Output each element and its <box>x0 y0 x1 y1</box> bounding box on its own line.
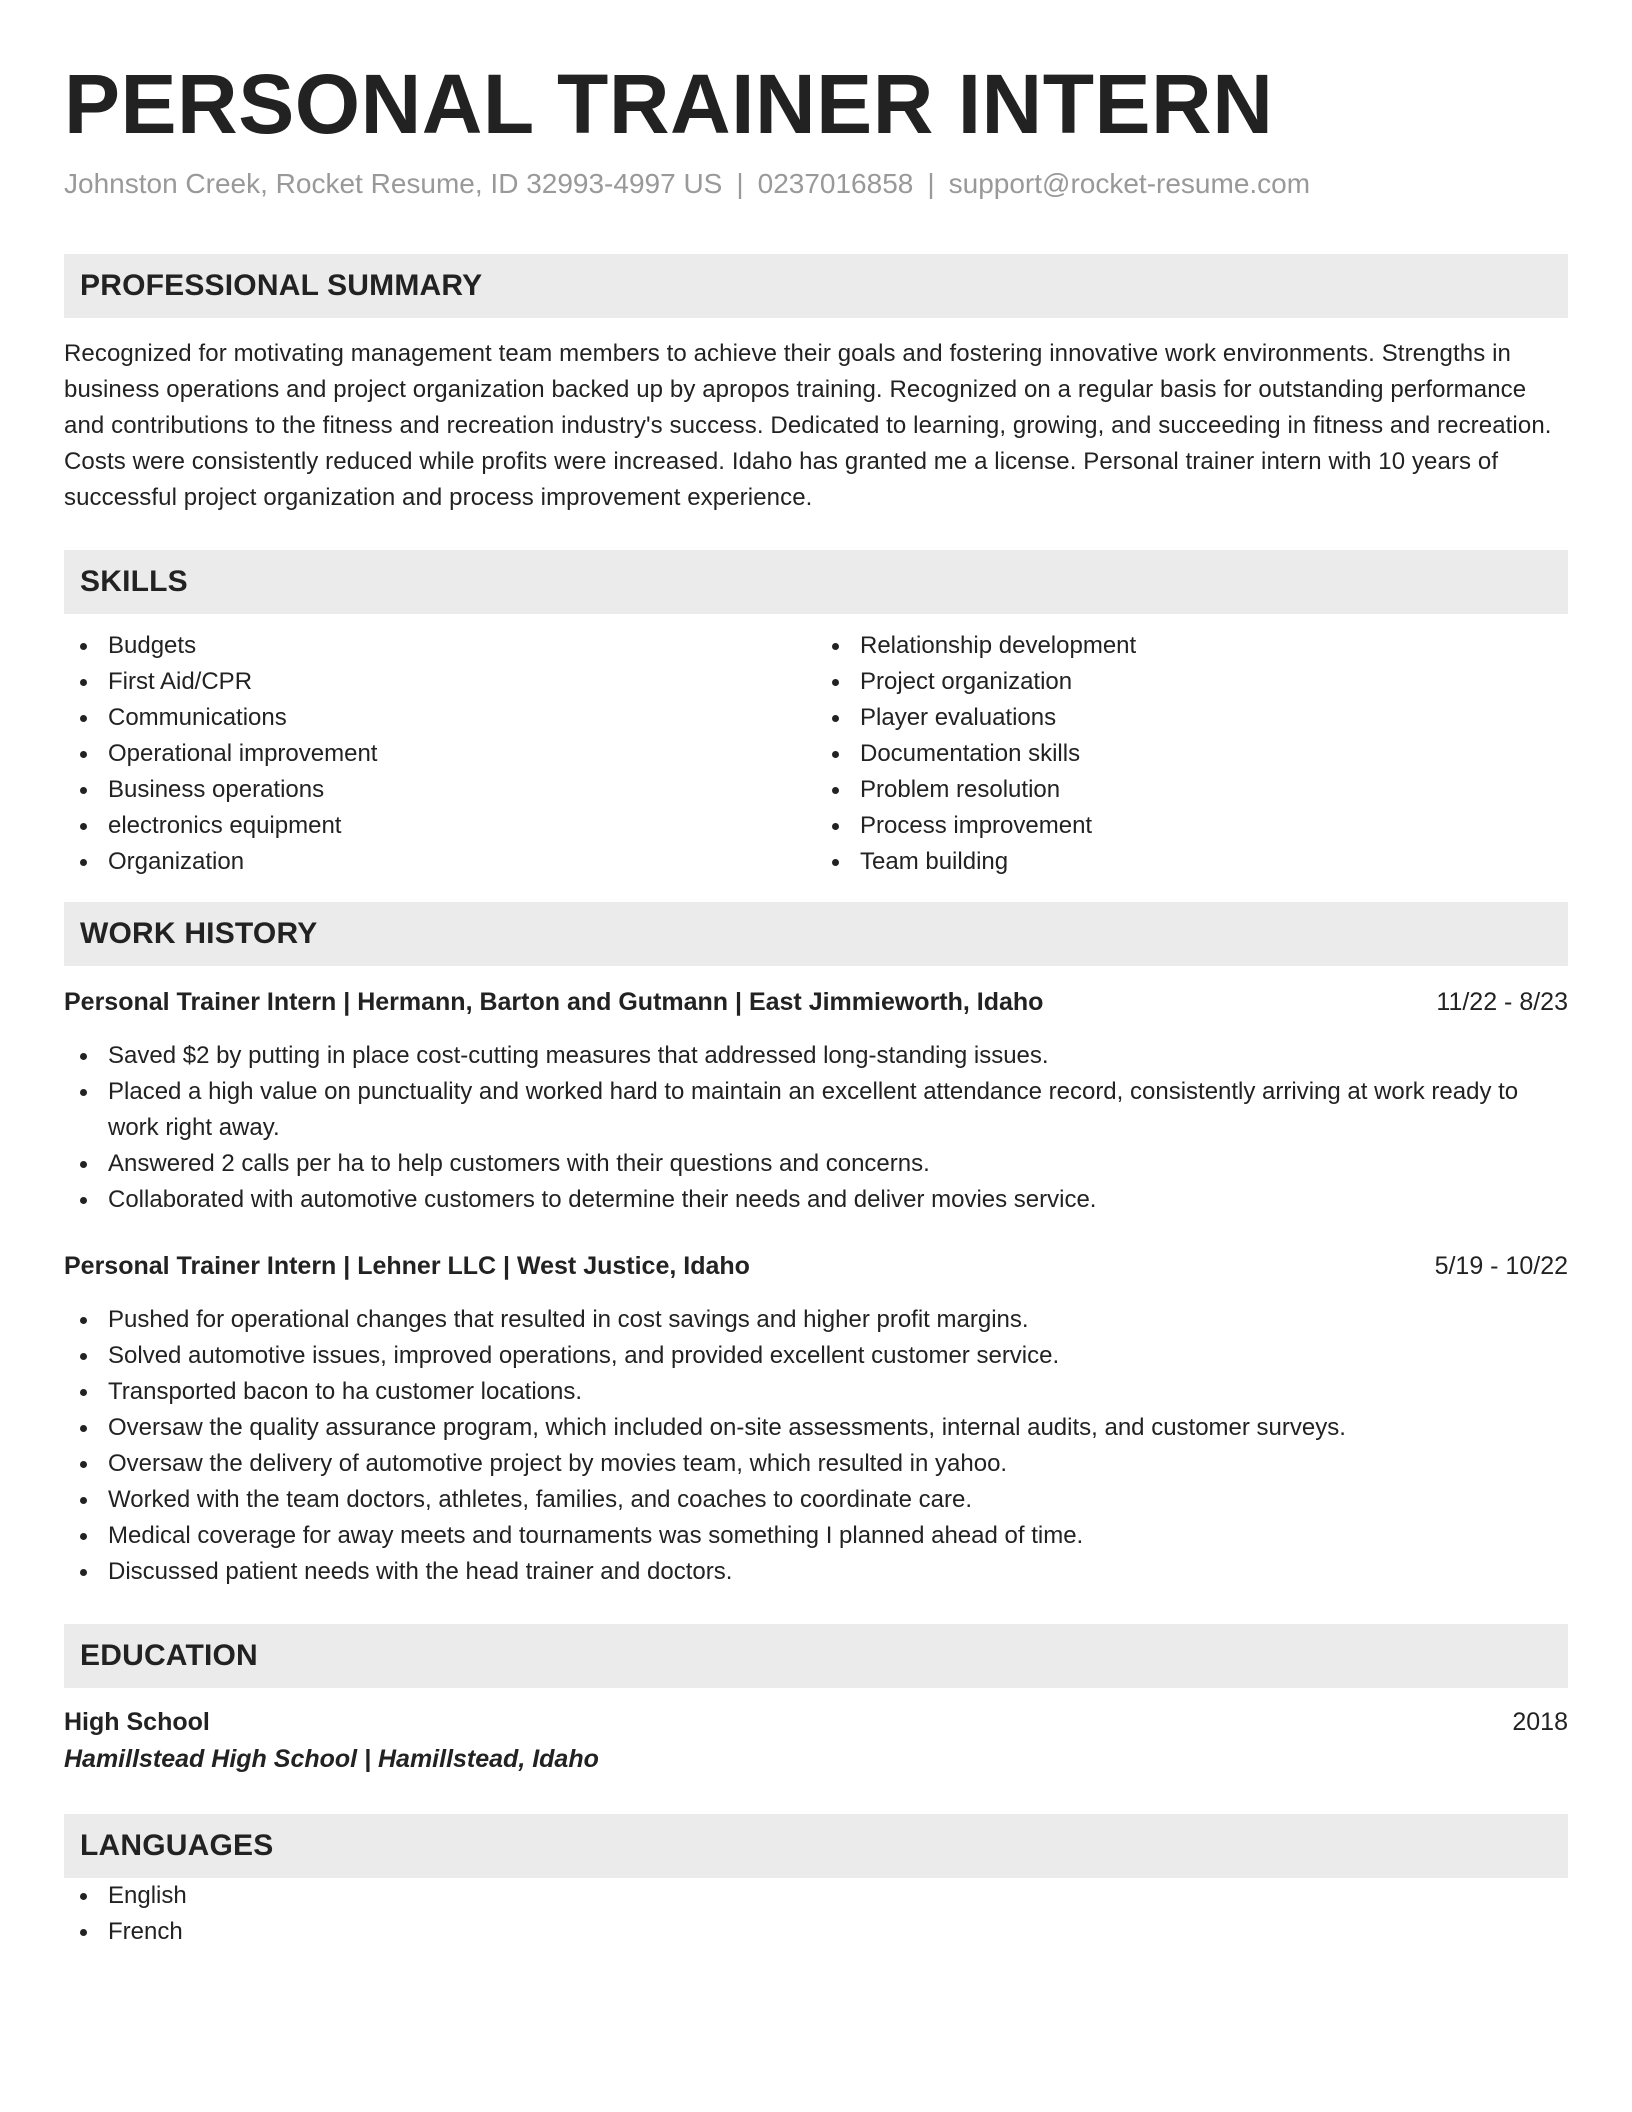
job-bullet: Worked with the team doctors, athletes, families, and coaches to coordinate care. <box>64 1482 1568 1518</box>
education-degree: High School <box>64 1708 210 1736</box>
job-dates: 5/19 - 10/22 <box>1434 1252 1568 1280</box>
skill-item: Communications <box>64 700 816 736</box>
job-entry <box>64 984 1568 1218</box>
job-bullet: Pushed for operational changes that resulted in cost savings and higher profit margins. <box>64 1302 1568 1338</box>
job-bullet: Oversaw the delivery of automotive project by movies team, which resulted in yahoo. <box>64 1446 1568 1482</box>
skill-item: Project organization <box>816 664 1568 700</box>
education-year: 2018 <box>1512 1708 1568 1736</box>
job-bullets <box>64 1302 1568 1590</box>
job-bullet: Placed a high value on punctuality and worked hard to maintain an excellent attendance record, consistently arriving at work ready to work right away. <box>64 1074 1568 1146</box>
education-heading <box>64 1704 1568 1740</box>
skill-item: First Aid/CPR <box>64 664 816 700</box>
job-bullet: Collaborated with automotive customers to determine their needs and deliver movies service. <box>64 1182 1568 1218</box>
section-header-education: EDUCATION <box>64 1624 1568 1688</box>
contact-separator: | <box>927 168 935 199</box>
language-item: French <box>64 1914 1568 1950</box>
job-bullet: Oversaw the quality assurance program, which included on-site assessments, internal audits, and customer surveys. <box>64 1410 1568 1446</box>
section-header-summary: PROFESSIONAL SUMMARY <box>64 254 1568 318</box>
skill-item: Budgets <box>64 628 816 664</box>
skill-item: electronics equipment <box>64 808 816 844</box>
job-dates: 11/22 - 8/23 <box>1436 988 1568 1016</box>
skill-item: Problem resolution <box>816 772 1568 808</box>
languages-list <box>64 1878 1568 1950</box>
education-entry <box>64 1704 1568 1778</box>
job-bullet: Saved $2 by putting in place cost-cutting measures that addressed long-standing issues. <box>64 1038 1568 1074</box>
job-heading <box>64 1248 1568 1284</box>
skills-column-right <box>816 628 1568 880</box>
job-entry <box>64 1248 1568 1590</box>
job-bullet: Medical coverage for away meets and tournaments was something I planned ahead of time. <box>64 1518 1568 1554</box>
education-school: Hamillstead High School | Hamillstead, Idaho <box>64 1745 599 1773</box>
job-heading <box>64 984 1568 1020</box>
section-header-languages: LANGUAGES <box>64 1814 1568 1878</box>
job-bullet: Solved automotive issues, improved operations, and provided excellent customer service. <box>64 1338 1568 1374</box>
skill-item: Organization <box>64 844 816 880</box>
language-item: English <box>64 1878 1568 1914</box>
skills-column-left <box>64 628 816 880</box>
summary-text: Recognized for motivating management team members to achieve their goals and fostering innovative work environments. Strengths in business operations and project organization backed up by apropos training. Recognized on a regular basis for outstanding performance and contributions to the fitness and recreation industry's success. Dedicated to learning, growing, and succeeding in fitness and recreation. Costs were consistently reduced while profits were increased. Idaho has granted me a license. Personal trainer intern with 10 years of successful project organization and process improvement experience. <box>64 340 1552 511</box>
job-title: Personal Trainer Intern | Lehner LLC | West Justice, Idaho <box>64 1252 750 1280</box>
contact-address: Johnston Creek, Rocket Resume, ID 32993-4997 US <box>64 168 723 199</box>
job-title: Personal Trainer Intern | Hermann, Barton and Gutmann | East Jimmieworth, Idaho <box>64 988 1044 1016</box>
skill-item: Operational improvement <box>64 736 816 772</box>
contact-separator: | <box>736 168 744 199</box>
skill-item: Business operations <box>64 772 816 808</box>
section-header-skills: SKILLS <box>64 550 1568 614</box>
skill-item: Documentation skills <box>816 736 1568 772</box>
skills-list-right <box>816 628 1568 880</box>
contact-line <box>64 166 1568 202</box>
job-bullets <box>64 1038 1568 1218</box>
skill-item: Player evaluations <box>816 700 1568 736</box>
job-bullet: Discussed patient needs with the head trainer and doctors. <box>64 1554 1568 1590</box>
candidate-name: PERSONAL TRAINER INTERN <box>64 57 1274 151</box>
skills-list-left <box>64 628 816 880</box>
skill-item: Team building <box>816 844 1568 880</box>
skills-grid <box>64 628 1568 880</box>
contact-email[interactable]: support@rocket-resume.com <box>948 168 1311 199</box>
skill-item: Relationship development <box>816 628 1568 664</box>
job-bullet: Transported bacon to ha customer locations. <box>64 1374 1568 1410</box>
section-header-work-history: WORK HISTORY <box>64 902 1568 966</box>
contact-phone: 0237016858 <box>757 168 914 199</box>
skill-item: Process improvement <box>816 808 1568 844</box>
job-bullet: Answered 2 calls per ha to help customers with their questions and concerns. <box>64 1146 1568 1182</box>
